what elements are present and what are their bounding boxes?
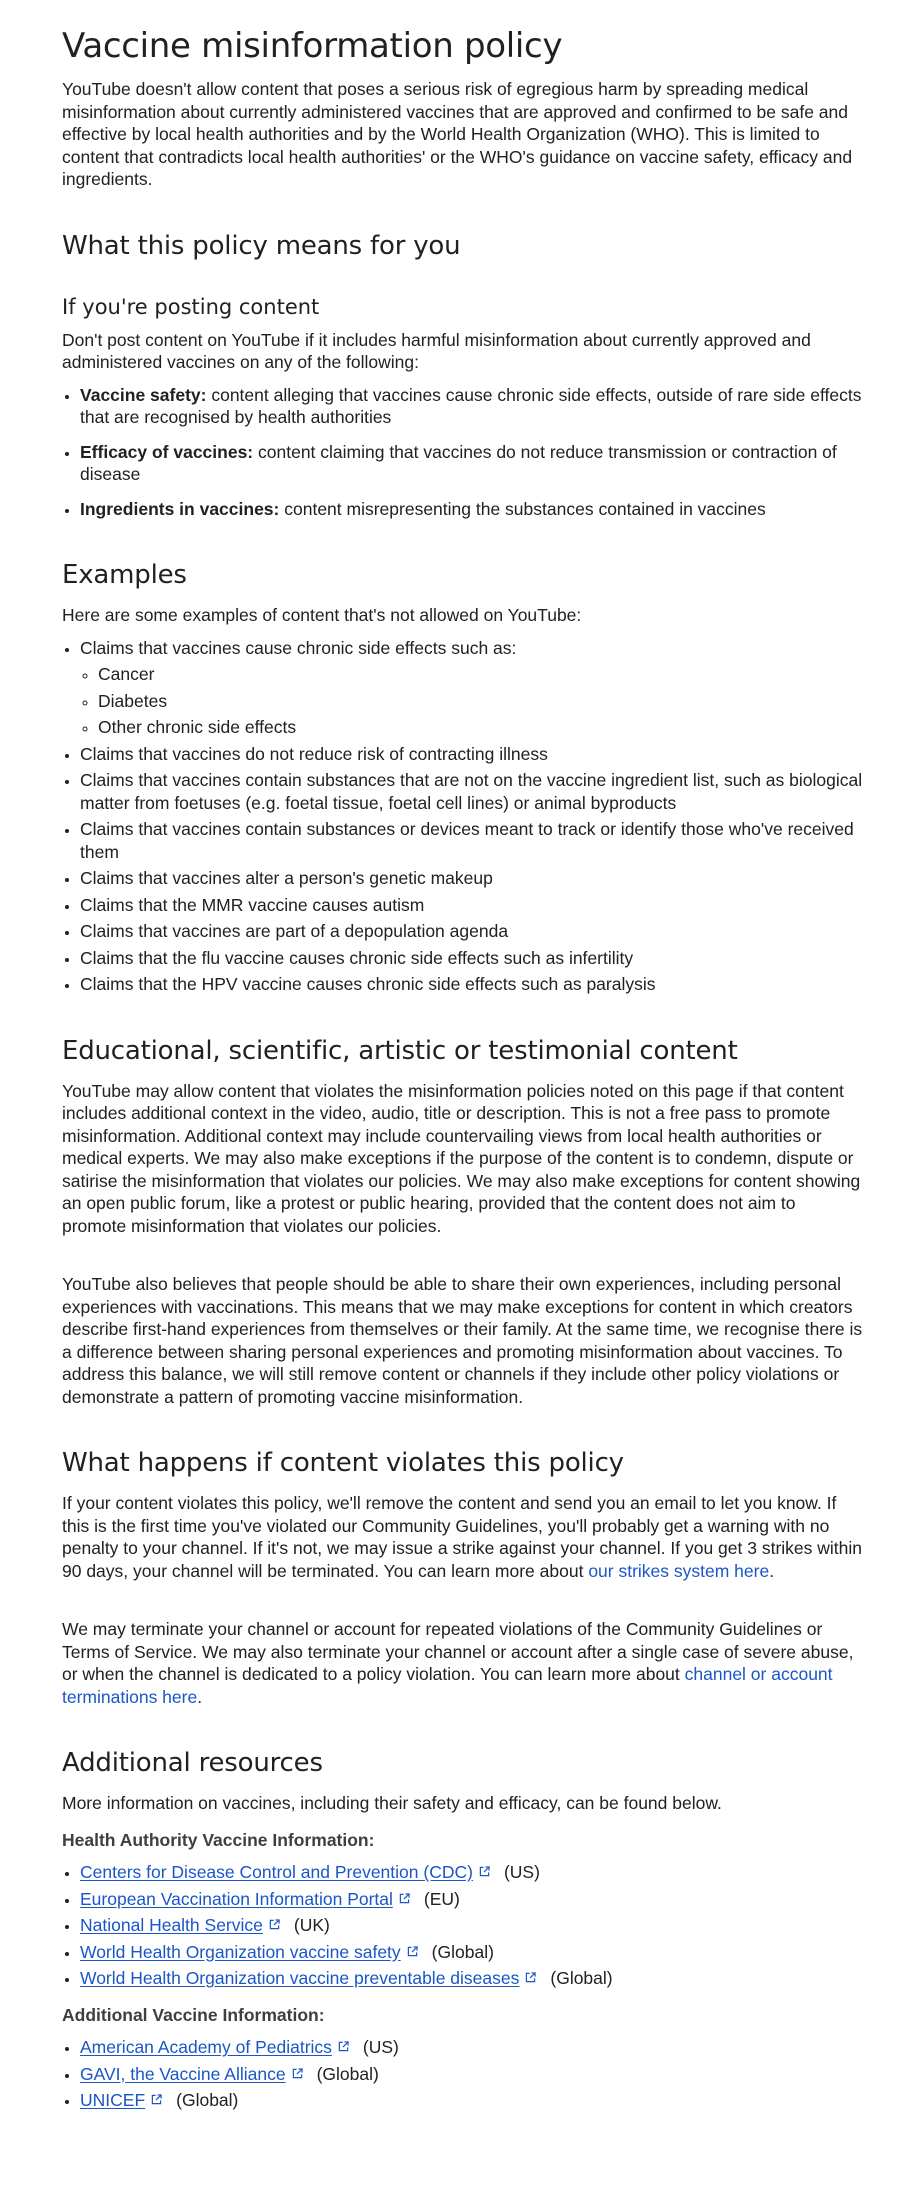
- list-item: • Claims that the HPV vaccine causes chronic side effects such as paralysis: [80, 973, 864, 996]
- list-item: [80, 498, 864, 521]
- list-item: • Claims that vaccines contain substances that are not on the vaccine ingredient list, such as biological matter from foetuses (e.g. foetal tissue, foetal cell lines) or animal byproducts: [80, 769, 864, 814]
- resources-heading: Additional resources: [62, 1748, 323, 1778]
- who-preventable-diseases-link[interactable]: World Health Organization vaccine preventable diseases: [80, 1968, 520, 1988]
- violations-paragraph-2: [62, 1618, 864, 1708]
- list-item: • Claims that vaccines do not reduce risk of contracting illness: [80, 743, 864, 766]
- region-label: (Global): [431, 1941, 494, 1962]
- topic-term: Ingredients in vaccines:: [80, 498, 280, 519]
- external-link-icon: [338, 2041, 349, 2052]
- external-link-icon: [151, 2094, 162, 2105]
- external-link-icon: [407, 1946, 418, 1957]
- list-item: [80, 2063, 864, 2086]
- gavi-link[interactable]: GAVI, the Vaccine Alliance: [80, 2063, 286, 2084]
- list-item: • Claims that the flu vaccine causes chronic side effects such as infertility: [80, 947, 864, 970]
- topic-term: Efficacy of vaccines:: [80, 441, 254, 462]
- list-item: [80, 2089, 864, 2112]
- list-item: • Claims that the MMR vaccine causes autism: [80, 894, 864, 917]
- topic-desc: content alleging that vaccines cause chronic side effects, outside of rare side effects that are recognised by health authorities: [80, 384, 862, 427]
- educational-paragraph-2: YouTube also believes that people should be able to share their own experiences, including personal experiences with vaccinations. This means that we may make exceptions for content in which creators describe first-hand experiences from themselves or their family. At the same time, we recognise there is a difference between sharing personal experiences and promoting misinformation about vaccines. To address this balance, we will still remove content or channels if they include other policy violations or demonstrate a pattern of promoting vaccine misinformation.: [62, 1274, 863, 1407]
- list-item: [80, 1914, 864, 1937]
- external-link-icon: [479, 1866, 490, 1877]
- list-item: • Claims that vaccines alter a person's genetic makeup: [80, 867, 864, 890]
- region-label: (US): [362, 2037, 399, 2057]
- terminations-link[interactable]: channel or account terminations here: [62, 1664, 833, 1707]
- terminations-text-end: .: [197, 1686, 203, 1707]
- additional-info-label: Additional Vaccine Information:: [62, 2004, 325, 2025]
- list-item: ◦ Cancer: [98, 663, 864, 686]
- posting-content-subheading: If you're posting content: [62, 294, 320, 319]
- policy-topics-list: [62, 384, 864, 521]
- health-authority-links: [62, 1861, 864, 1990]
- terminations-text: We may terminate your channel or account for repeated violations of the Community Guidelines or Terms of Service. We may also terminate your channel or account after a single case of severe abuse, or when the channel is dedicated to a policy violation. You can learn more about: [62, 1619, 854, 1684]
- list-item: [80, 637, 864, 739]
- list-item: [80, 1941, 864, 1964]
- example-text: Claims that vaccines cause chronic side effects such as:: [80, 637, 517, 658]
- educational-paragraph-1: YouTube may allow content that violates the misinformation policies noted on this page if that content includes additional context in the video, audio, title or description. This is not a free pass to promote misinformation. Additional context may include countervailing views from local health authorities or medical experts. We may also make exceptions if the purpose of the content is to condemn, dispute or satirise the misinformation that violates our policies. We may also make exceptions for content showing an open public forum, like a protest or public hearing, provided that the content does not aim to promote misinformation that violates our policies.: [62, 1080, 861, 1236]
- examples-heading: Examples: [62, 560, 187, 590]
- list-item: [80, 384, 864, 429]
- violations-heading: What happens if content violates this policy: [62, 1448, 624, 1478]
- external-link-icon: [399, 1893, 410, 1904]
- list-item: ◦ Other chronic side effects: [98, 716, 864, 739]
- intro-paragraph: YouTube doesn't allow content that poses a serious risk of egregious harm by spreading medical misinformation about currently administered vaccines that are approved and confirmed to be safe and effective by local health authorities and by the World Health Organization (WHO). This is limited to content that contradicts local health authorities' or the WHO's guidance on vaccine safety, efficacy and ingredients.: [62, 79, 853, 189]
- additional-info-links: [62, 2036, 864, 2112]
- list-item: [80, 1861, 864, 1884]
- strikes-system-link[interactable]: our strikes system here: [588, 1560, 770, 1581]
- violations-paragraph-1: [62, 1492, 864, 1582]
- posting-content-text: Don't post content on YouTube if it includes harmful misinformation about currently approved and administered vaccines on any of the following:: [62, 329, 811, 372]
- region-label: (Global): [176, 2090, 239, 2110]
- nhs-link[interactable]: National Health Service: [80, 1915, 263, 1935]
- list-item: [80, 2036, 864, 2059]
- region-label: (Global): [316, 2063, 379, 2084]
- list-item: [80, 441, 864, 486]
- topic-desc: content misrepresenting the substances contained in vaccines: [279, 498, 766, 519]
- external-link-icon: [525, 1972, 536, 1983]
- page-title: Vaccine misinformation policy: [62, 26, 563, 66]
- topic-desc: content claiming that vaccines do not reduce transmission or contraction of disease: [80, 441, 837, 484]
- list-item: • Claims that vaccines contain substances or devices meant to track or identify those who've received them: [80, 818, 864, 863]
- list-item: [80, 1888, 864, 1911]
- aap-link[interactable]: American Academy of Pediatrics: [80, 2037, 332, 2057]
- cdc-link[interactable]: Centers for Disease Control and Prevention (CDC): [80, 1862, 473, 1882]
- unicef-link[interactable]: UNICEF: [80, 2090, 146, 2110]
- list-item: [80, 1967, 864, 1990]
- side-effects-sublist: [80, 663, 864, 739]
- violations-text: If your content violates this policy, we'll remove the content and send you an email to let you know. If this is the first time you've violated our Community Guidelines, you'll probably get a warning with no penalty to your channel. If it's not, we may issue a strike against your channel. If you get 3 strikes within 90 days, your channel will be terminated. You can learn more about: [62, 1493, 862, 1581]
- examples-list: [62, 637, 864, 996]
- educational-heading: Educational, scientific, artistic or testimonial content: [62, 1035, 738, 1066]
- resources-intro: More information on vaccines, including their safety and efficacy, can be found below.: [62, 1793, 722, 1813]
- european-vaccination-portal-link[interactable]: European Vaccination Information Portal: [80, 1888, 393, 1909]
- health-authority-label: Health Authority Vaccine Information:: [62, 1829, 375, 1850]
- region-label: (US): [503, 1862, 540, 1882]
- policy-section-heading: What this policy means for you: [62, 230, 461, 261]
- region-label: (Global): [550, 1968, 613, 1988]
- region-label: (UK): [293, 1915, 330, 1935]
- who-vaccine-safety-link[interactable]: World Health Organization vaccine safety: [80, 1941, 401, 1962]
- topic-term: Vaccine safety:: [80, 384, 207, 405]
- external-link-icon: [292, 2068, 303, 2079]
- examples-intro: Here are some examples of content that's not allowed on YouTube:: [62, 605, 582, 625]
- region-label: (EU): [423, 1888, 460, 1909]
- list-item: • Claims that vaccines are part of a depopulation agenda: [80, 920, 864, 943]
- external-link-icon: [269, 1919, 280, 1930]
- list-item: ◦ Diabetes: [98, 690, 864, 713]
- violations-text-end: .: [769, 1560, 775, 1581]
